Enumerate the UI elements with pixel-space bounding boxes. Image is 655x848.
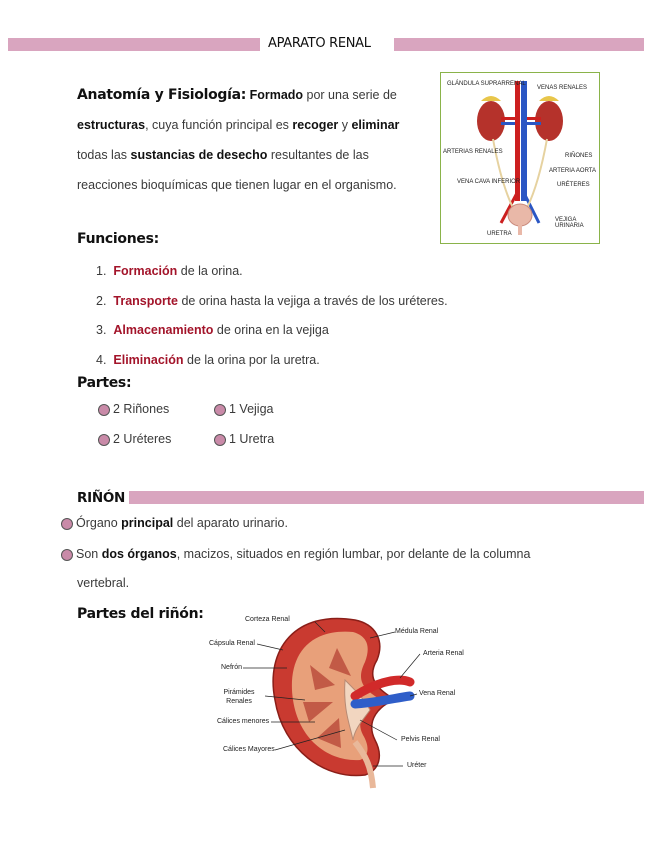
fig1-label-aorta: ARTERIA AORTA — [549, 168, 597, 174]
rinon-b1-bold: principal — [121, 516, 174, 530]
intro-sustancias: sustancias de desecho — [130, 148, 268, 162]
funcion-num: 2. — [96, 293, 107, 308]
rinon-bar — [129, 491, 644, 504]
fig2-label-calices-mayores: Cálices Mayores — [223, 746, 275, 753]
fig1-label-glandula: GLÁNDULA SUPRARRENAL — [447, 81, 526, 87]
funcion-rest: de la orina por la uretra. — [183, 352, 320, 367]
partes-item-label: 2 Uréteres — [113, 432, 172, 446]
funciones-list — [96, 257, 448, 375]
intro-text-4: todas las — [77, 148, 131, 162]
rinon-b2-post: , macizos, situados en región lumbar, por delante de la columna — [176, 547, 531, 561]
partes-item — [98, 402, 169, 416]
urinary-system-figure — [440, 72, 600, 244]
page-title: APARATO RENAL — [268, 36, 371, 51]
fig2-label-piramides: Pirámides Renales — [223, 689, 255, 705]
fig2-label-medula: Médula Renal — [395, 628, 439, 635]
partes-item-label: 1 Uretra — [229, 432, 275, 446]
funcion-num: 1. — [96, 264, 107, 278]
intro-text-1: por una serie de — [303, 88, 397, 102]
rinon-b1-pre: Órgano — [76, 516, 122, 530]
partes-item — [214, 432, 274, 446]
fig2-label-pelvis: Pelvis Renal — [401, 736, 440, 743]
intro-line-3 — [77, 140, 422, 170]
bullet-icon — [61, 549, 73, 561]
fig2-label-capsula: Cápsula Renal — [209, 640, 255, 647]
funcion-rest: de la orina. — [177, 264, 243, 278]
fig1-label-rinones: RIÑONES — [565, 153, 593, 159]
funcion-item — [96, 287, 448, 317]
funcion-rest: de orina hasta la vejiga a través de los uréteres. — [178, 293, 448, 308]
intro-line-4: reacciones bioquímicas que tienen lugar en el organismo. — [77, 178, 397, 192]
bullet-icon — [98, 404, 110, 416]
fig1-label-ureteres: URÉTERES — [557, 182, 590, 188]
funciones-heading: Funciones: — [77, 231, 159, 247]
rinon-b1-post: del aparato urinario. — [173, 516, 288, 530]
intro-eliminar: eliminar — [351, 118, 400, 132]
partes-item — [98, 432, 171, 446]
fig2-label-arteria: Arteria Renal — [423, 650, 464, 657]
fig1-label-uretra: URETRA — [487, 231, 512, 237]
partes-item-label: 1 Vejiga — [229, 402, 274, 416]
partes-heading: Partes: — [77, 375, 132, 391]
intro-text-5: resultantes de las — [267, 148, 369, 162]
fig1-label-cava: VENA CAVA INFERIOR — [457, 179, 521, 185]
fig1-label-vejiga: VEJIGA URINARIA — [555, 217, 584, 229]
fig2-label-corteza: Corteza Renal — [245, 616, 290, 623]
rinon-bullet-2 — [61, 547, 530, 561]
rinon-bullet-2-cont: vertebral. — [77, 576, 130, 590]
partes-item — [214, 402, 273, 416]
partes-item-label: 2 Riñones — [113, 402, 170, 416]
intro-line-2 — [77, 110, 422, 140]
header-bar-right — [394, 38, 644, 51]
funcion-key: Almacenamiento — [113, 323, 214, 337]
bullet-icon — [98, 434, 110, 446]
intro-estructuras: estructuras — [77, 118, 146, 132]
rinon-b2-bold: dos órganos — [101, 547, 177, 561]
rinon-title: RIÑÓN — [77, 490, 125, 506]
funcion-key: Formación — [113, 264, 178, 278]
funcion-item — [96, 346, 448, 376]
funcion-item — [96, 257, 448, 287]
funcion-key: Transporte — [113, 293, 178, 308]
funcion-rest: de orina en la vejiga — [213, 323, 329, 337]
rinon-bullet-1 — [61, 516, 288, 530]
rinon-b2-pre: Son — [76, 547, 102, 561]
kidney-section-figure — [205, 610, 480, 790]
fig2-label-calices-menores: Cálices menores — [217, 718, 270, 725]
partes-rinon-heading: Partes del riñón: — [77, 606, 204, 622]
intro-paragraph — [77, 80, 422, 200]
bullet-icon — [61, 518, 73, 530]
intro-text-3: y — [338, 118, 352, 132]
intro-lead: Anatomía y Fisiología: — [77, 87, 247, 103]
fig2-label-ureter: Uréter — [407, 762, 427, 769]
funcion-num: 4. — [96, 352, 107, 367]
intro-line-1 — [77, 80, 422, 110]
fig1-label-venas: VENAS RENALES — [537, 85, 588, 91]
intro-formado: Formado — [249, 88, 304, 102]
intro-recoger: recoger — [292, 118, 339, 132]
fig2-label-nefron: Nefrón — [221, 664, 243, 671]
funcion-key: Eliminación — [113, 352, 184, 367]
funcion-num: 3. — [96, 323, 107, 337]
fig1-label-arterias: ARTERIAS RENALES — [443, 149, 503, 155]
header-bar-left — [8, 38, 260, 51]
fig2-label-vena: Vena Renal — [419, 690, 456, 697]
bullet-icon — [214, 404, 226, 416]
bullet-icon — [214, 434, 226, 446]
funcion-item — [96, 316, 448, 346]
intro-text-2: , cuya función principal es — [145, 118, 293, 132]
